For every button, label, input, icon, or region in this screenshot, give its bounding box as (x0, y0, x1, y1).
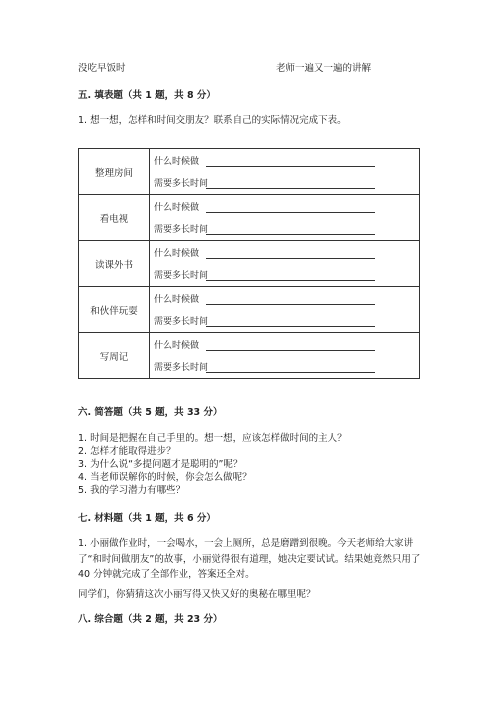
top-right-text: 老师一遍又一遍的讲解 (276, 63, 372, 74)
when-line[interactable] (150, 195, 419, 217)
answer-underline (206, 258, 375, 259)
section8-heading: 八. 综合题（共 2 题，共 23 分） (78, 614, 223, 625)
when-label: 什么时候做 (154, 295, 200, 305)
duration-line[interactable] (150, 355, 419, 377)
answer-cell (150, 241, 420, 287)
activity-label: 整理房间 (79, 149, 150, 195)
duration-label: 需要多长时间 (154, 363, 209, 373)
duration-label: 需要多长时间 (154, 271, 209, 281)
duration-line[interactable] (150, 217, 419, 239)
table-row (79, 333, 420, 379)
fill-table (78, 148, 420, 379)
section7-heading: 七. 材料题（共 1 题，共 6 分） (78, 513, 216, 524)
top-left-text: 没吃早饭时 (78, 63, 126, 74)
answer-underline (206, 280, 375, 281)
question-item: 3. 为什么说“多提问题才是聪明的”呢？ (78, 459, 243, 470)
table-row (79, 149, 420, 195)
when-line[interactable] (150, 241, 419, 263)
duration-line[interactable] (150, 263, 419, 285)
answer-underline (206, 350, 375, 351)
question-item: 1. 时间是把握在自己手里的。想一想，应该怎样做时间的主人？ (78, 433, 347, 444)
answer-cell (150, 287, 420, 333)
answer-underline (206, 166, 375, 167)
answer-cell (150, 333, 420, 379)
table-row (79, 195, 420, 241)
duration-label: 需要多长时间 (154, 317, 209, 327)
section7-question: 同学们，你猜猜这次小丽写得又快又好的奥秘在哪里呢？ (78, 589, 316, 600)
question-item: 4. 当老师误解你的时候，你会怎么做呢？ (78, 472, 252, 483)
answer-underline (206, 326, 375, 327)
section6-heading: 六. 简答题（共 5 题，共 33 分） (78, 407, 223, 418)
when-line[interactable] (150, 149, 419, 171)
when-label: 什么时候做 (154, 249, 200, 259)
duration-line[interactable] (150, 309, 419, 331)
when-line[interactable] (150, 333, 419, 355)
duration-label: 需要多长时间 (154, 179, 209, 189)
activity-label: 和伙伴玩耍 (79, 287, 150, 333)
answer-underline (206, 304, 375, 305)
section5-heading: 五. 填表题（共 1 题，共 8 分） (78, 90, 216, 101)
when-label: 什么时候做 (154, 203, 200, 213)
question-item: 5. 我的学习潜力有哪些？ (78, 485, 186, 496)
question-item: 2. 怎样才能取得进步？ (78, 446, 176, 457)
answer-underline (206, 234, 375, 235)
activity-label: 读课外书 (79, 241, 150, 287)
when-label: 什么时候做 (154, 341, 200, 351)
activity-label: 写周记 (79, 333, 150, 379)
activity-label: 看电视 (79, 195, 150, 241)
answer-underline (206, 372, 375, 373)
table-row (79, 287, 420, 333)
answer-underline (206, 188, 375, 189)
answer-cell (150, 195, 420, 241)
table-row (79, 241, 420, 287)
duration-label: 需要多长时间 (154, 225, 209, 235)
when-label: 什么时候做 (154, 157, 200, 167)
when-line[interactable] (150, 287, 419, 309)
section5-question: 1. 想一想，怎样和时间交朋友？联系自己的实际情况完成下表。 (78, 115, 347, 126)
duration-line[interactable] (150, 171, 419, 193)
answer-underline (206, 212, 375, 213)
section7-passage: 1. 小丽做作业时，一会喝水，一会上厕所，总是磨蹭到很晚。今天老师给大家讲了“和时间做朋友”的故事，小丽觉得很有道理，她决定要试试。结果她竟然只用了 40 分钟就完成了全部作业，答案还全对。 (78, 538, 421, 580)
answer-cell (150, 149, 420, 195)
section6-questions (78, 432, 347, 497)
